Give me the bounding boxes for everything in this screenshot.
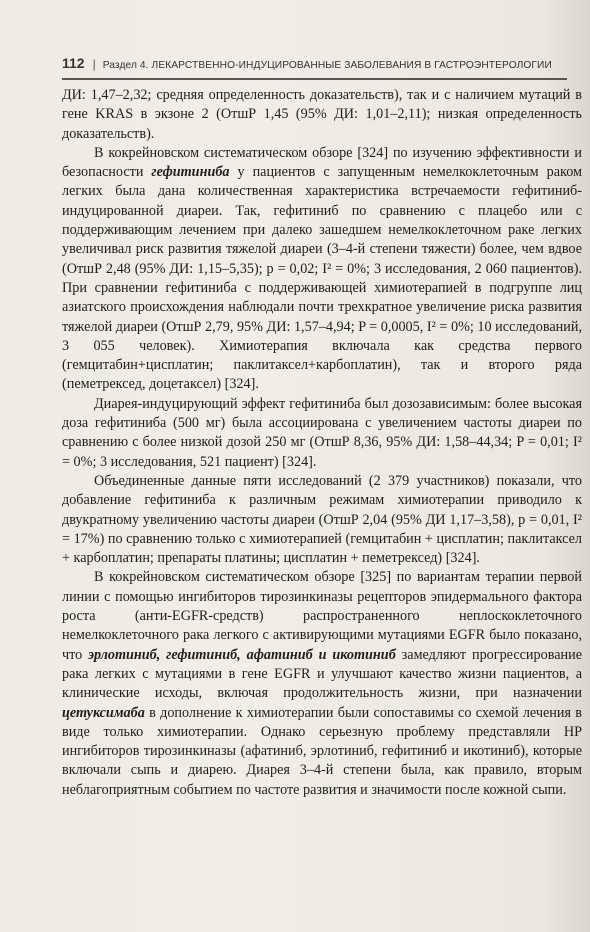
paragraph-text: у пациентов с запущенным немелкоклеточным раком легких была дана количественная характеристика встречаемости гефитиниб-индуцированной диареи. Так, гефитиниб по сравнению с плацебо или с поддерживающим лечением при далеко зашедшем немелкоклеточном раке легких увеличивал риск развития тяжелой диареи (3–4-й степени тяжести) более, чем вдвое (ОтшР 2,48 (95% ДИ: 1,15–5,35); p = 0,02; I² = 0%; 3 исследования, 2 060 пациентов). При сравнении гефитиниба с поддерживающей химиотерапией в подгруппе лиц азиатского происхождения наблюдали почти трехкратное увеличение риска развития тяжелой диареи (ОтшР 2,79, 95% ДИ: 1,57–4,94; P = 0,0005, I² = 0%; 10 исследований, 3 055 человек). Химиотерапия включала как средства первого (гемцитабин+цисплатин; паклитаксел+карбоплатин), так и второго ряда (пеметрексед, доцетаксел) [324]. <box>62 164 582 393</box>
paragraph-5 <box>62 568 582 800</box>
drug-name-emphasis: цетуксимаба <box>62 704 145 721</box>
paragraph-text: Объединенные данные пяти исследований (2 379 участников) показали, что добавление гефитиниба к различным режимам химиотерапии приводило к двукратному увеличению частоты диареи (ОтшР 2,04 (95% ДИ 1,17–3,58), p = 0,01, I² = 17%) по сравнению только с химиотерапией (гемцитабин + цисплатин; паклитаксел + карбоплатин; препараты платины; цисплатин + пеметрексед) [324]. <box>62 472 582 567</box>
paragraph-4 <box>62 472 582 568</box>
page-header <box>62 55 562 77</box>
paragraph-3 <box>62 395 582 472</box>
header-rule <box>62 78 567 80</box>
body-text <box>62 86 582 800</box>
paragraph-text: в дополнение к химиотерапии были сопоставимы со схемой лечения в виде только химиотерапии. Однако серьезную проблему представляли НР ингибиторов тирозинкиназы (афатиниб, эрлотиниб, гефитиниб и икотиниб), которые включали сыпь и диарею. Диарея 3–4-й степени была, как правило, вторым неблагоприятным событием по частоте развития и значимости после кожной сыпи. <box>62 704 582 798</box>
drug-name-emphasis: гефитиниба <box>151 164 230 181</box>
running-head: Раздел 4. ЛЕКАРСТВЕННО-ИНДУЦИРОВАННЫЕ ЗАБОЛЕВАНИЯ В ГАСТРОЭНТЕРОЛОГИИ <box>102 60 552 71</box>
paragraph-text: В кокрейновском систематическом обзоре [325] по вариантам терапии первой линии с помощью ингибиторов тирозинкиназы рецепторов эпидермального фактора роста (анти-EGFR-средств) распространенного неплоскоклеточного немелкоклеточного рака легкого с активирующими мутациями EGFR было показано, что <box>62 569 582 663</box>
page-number: 112 <box>62 55 85 71</box>
drug-name-emphasis: эрлотиниб, гефитиниб, афатиниб и икотиниб <box>88 646 396 663</box>
paragraph-1 <box>62 86 582 144</box>
paragraph-text: Диарея-индуцирующий эффект гефитиниба был дозозависимым: более высокая доза гефитиниба (500 мг) была ассоциирована с увеличением частоты диареи по сравнению с более низкой дозой 250 мг (ОтшР 8,36, 95% ДИ: 1,58–44,34; P = 0,01; I² = 0%; 3 исследования, 521 пациент) [324]. <box>62 395 582 470</box>
paragraph-text: В кокрейновском систематическом обзоре [324] по изучению эффективности и безопасности <box>62 144 582 181</box>
paragraph-text: замедляют прогрессирование рака легких с мутациями в гене EGFR и улучшают качество жизни пациентов, а клинические исходы, включая продолжительность жизни, при назначении <box>62 646 582 702</box>
paragraph-2 <box>62 144 582 395</box>
paragraph-text: ДИ: 1,47–2,32; средняя определенность доказательств), так и с наличием мутаций в гене KRAS в экзоне 2 (ОтшР 1,45 (95% ДИ: 1,01–2,11); низкая определенность доказательств). <box>62 87 582 142</box>
header-separator: | <box>92 57 96 71</box>
